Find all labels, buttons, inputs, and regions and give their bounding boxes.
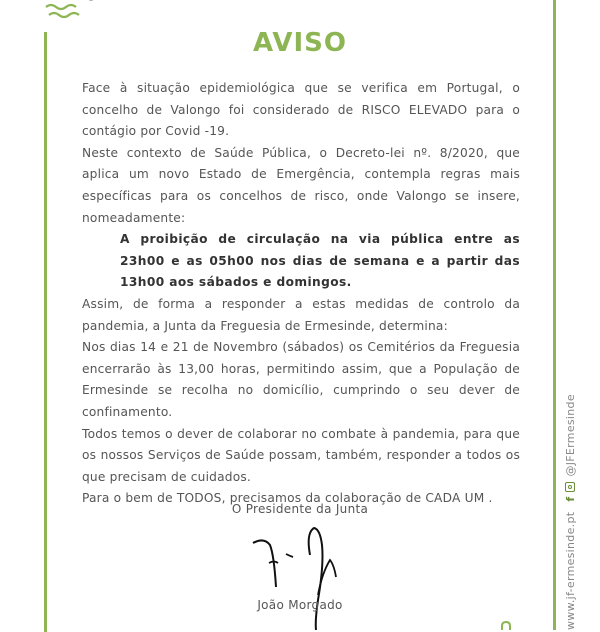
facebook-icon[interactable]: f [563,496,577,502]
paragraph-determination: Assim, de forma a responder a estas medidas de controlo da pandemia, a Junta da Freguesia de Ermesinde, determina: [82,296,520,333]
right-border-line [553,0,556,630]
logo-corner-icon [500,614,520,630]
page-title: AVISO [253,28,347,58]
signer-name: João Morgado [257,598,343,612]
signer-role: O Presidente da Junta [231,502,369,516]
website-link[interactable]: www.jf-ermesinde.pt [563,511,577,630]
paragraph-curfew-rule: A proibição de circulação na via pública entre as 23h00 e as 05h00 nos dias de semana e a partir das 13h00 aos sábados e domingos. [120,232,520,290]
logo-fragment [88,0,94,1]
paragraph-final: Para o bem de TODOS, precisamos da colaboração de CADA UM . [82,491,493,506]
sidebar-contacts [563,394,577,630]
logo-waves-icon [44,2,84,22]
paragraph-situation: Face à situação epidemiológica que se verifica em Portugal, o concelho de Valongo foi considerado de RISCO ELEVADO para o contágio por Covid -19. [82,81,520,139]
signature-image [250,525,360,630]
instagram-icon[interactable] [565,482,575,492]
notice-body [82,78,520,510]
social-links [564,394,577,502]
left-border-line [44,32,47,632]
paragraph-decree: Neste contexto de Saúde Pública, o Decreto-lei nº. 8/2020, que aplica um novo Estado de Emergência, contempla regras mais específicas para os concelhos de risco, onde Valongo se insere, nomeadamente: [82,145,520,225]
paragraph-collaboration: Todos temos o dever de colaborar no combate à pandemia, para que os nossos Serviços de Saúde possam, também, responder a todos os que precisam de cuidados. [82,426,520,484]
paragraph-cemeteries: Nos dias 14 e 21 de Novembro (sábados) os Cemitérios da Freguesia encerrarão às 13,00 horas, permitindo assim, que a População de Ermesinde se recolha no domicílio, cumprindo o seu dever de confinamento. [82,340,520,419]
social-handle[interactable]: @JFErmesinde [563,394,577,477]
